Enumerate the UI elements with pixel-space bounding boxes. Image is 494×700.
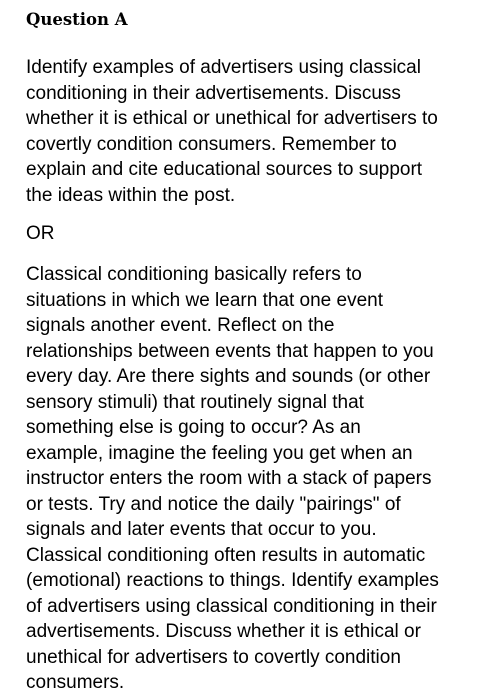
paragraph-line: every day. Are there sights and sounds (or other	[26, 366, 431, 387]
paragraph-line: of advertisers using classical conditioning in their	[26, 595, 437, 617]
paragraph-line: signals and later events that occur to you.	[26, 519, 377, 540]
paragraph-line: consumers.	[26, 672, 125, 693]
paragraph-line: unethical for advertisers to covertly condition	[26, 646, 401, 668]
paragraph-line: Classical conditioning often results in automatic	[26, 544, 426, 566]
paragraph-line: instructor enters the room with a stack of papers	[26, 468, 432, 489]
paragraph-line: (emotional) reactions to things. Identify examples	[26, 570, 439, 591]
question-heading: Question A	[26, 10, 128, 29]
paragraph-line: advertisements. Discuss whether it is ethical or	[26, 621, 421, 642]
paragraph-line: explain and cite educational sources to support	[26, 159, 423, 180]
paragraph-line: signals another event. Reflect on the	[26, 315, 335, 336]
paragraph-line: Classical conditioning basically refers to	[26, 264, 362, 285]
paragraph-line: relationships between events that happen to you	[26, 340, 434, 362]
paragraph-line: the ideas within the post.	[26, 184, 236, 206]
paragraph-line: or tests. Try and notice the daily "pairings" of	[26, 493, 401, 515]
or-separator: OR	[26, 223, 55, 244]
question-paragraph-2	[26, 262, 439, 696]
paragraph-line: covertly condition consumers. Remember to	[26, 133, 397, 155]
paragraph-line: example, imagine the feeling you get when an	[26, 442, 413, 464]
question-paragraph-1	[26, 55, 438, 208]
paragraph-line: whether it is ethical or unethical for advertisers to	[26, 108, 438, 129]
paragraph-line: conditioning in their advertisements. Discuss	[26, 82, 401, 104]
paragraph-line: situations in which we learn that one event	[26, 289, 383, 311]
paragraph-line: sensory stimuli) that routinely signal that	[26, 391, 364, 413]
paragraph-line: something else is going to occur? As an	[26, 417, 361, 438]
paragraph-line: Identify examples of advertisers using classical	[26, 57, 421, 78]
